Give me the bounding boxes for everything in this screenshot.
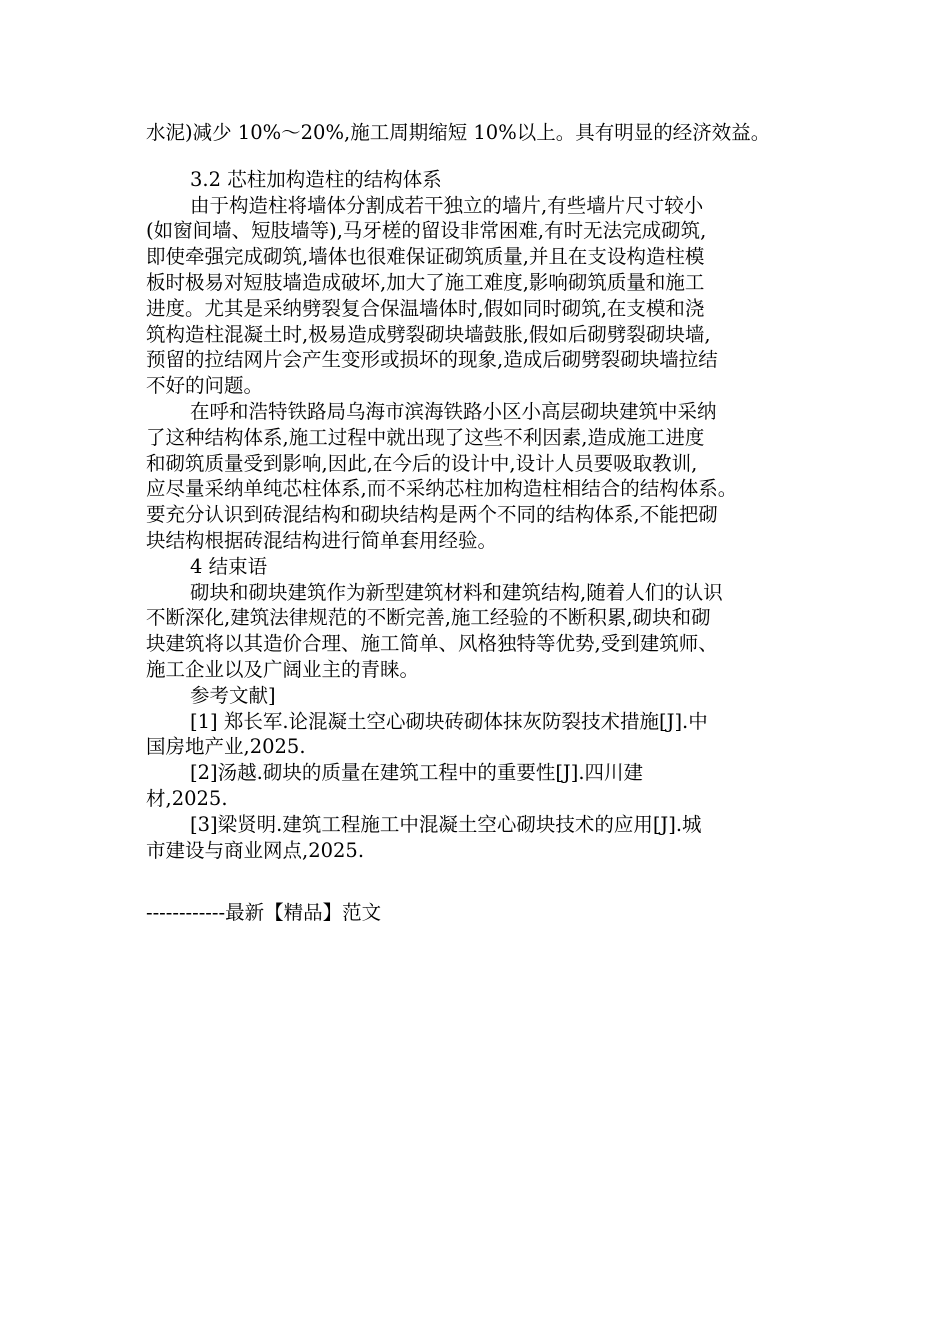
text-line-16: 块结构根据砖混结构进行简单套用经验。: [146, 528, 498, 552]
text-line-20: 块建筑将以其造价合理、施工简单、风格独特等优势,受到建筑师、: [146, 632, 718, 656]
section-heading-4: 4 结束语: [190, 554, 268, 578]
reference-3-line-1: [3]梁贤明.建筑工程施工中混凝土空心砌块技术的应用[J].城: [190, 812, 702, 836]
text-line-4: (如窗间墙、短肢墙等),马牙槎的留设非常困难,有时无法完成砌筑,: [146, 219, 707, 243]
text-line-8: 筑构造柱混凝土时,极易造成劈裂砌块墙鼓胀,假如后砌劈裂砌块墙,: [146, 322, 711, 346]
text-line-19: 不断深化,建筑法律规范的不断完善,施工经验的不断积累,砌块和砌: [146, 606, 711, 630]
text-line-11: 在呼和浩特铁路局乌海市滨海铁路小区小高层砌块建筑中采纳: [190, 399, 717, 423]
references-heading: 参考文献]: [190, 683, 276, 707]
text-line-9: 预留的拉结网片会产生变形或损坏的现象,造成后砌劈裂砌块墙拉结: [146, 348, 718, 372]
reference-3-line-2: 市建设与商业网点,2025.: [146, 838, 365, 862]
footer-tagline: ------------最新【精品】范文: [146, 901, 382, 924]
text-line-12: 了这种结构体系,施工过程中就出现了这些不利因素,造成施工进度: [146, 425, 705, 449]
text-line-10: 不好的问题。: [146, 374, 264, 398]
text-line-21: 施工企业以及广阔业主的青睐。: [146, 657, 420, 681]
text-line-1: 水泥)减少 10%～20%,施工周期缩短 10%以上。具有明显的经济效益。: [146, 121, 771, 144]
text-line-3: 由于构造柱将墙体分割成若干独立的墙片,有些墙片尺寸较小: [190, 193, 704, 217]
text-line-6: 板时极易对短肢墙造成破坏,加大了施工难度,影响砌筑质量和施工: [146, 270, 705, 294]
text-line-15: 要充分认识到砖混结构和砌块结构是两个不同的结构体系,不能把砌: [146, 503, 718, 527]
text-line-14: 应尽量采纳单纯芯柱体系,而不采纳芯柱加构造柱相结合的结构体系。: [146, 477, 738, 501]
section-heading-3-2: 3.2 芯柱加构造柱的结构体系: [190, 167, 442, 191]
reference-2-line-1: [2]汤越.砌块的质量在建筑工程中的重要性[J].四川建: [190, 761, 644, 785]
reference-2-line-2: 材,2025.: [146, 786, 228, 810]
text-line-18: 砌块和砌块建筑作为新型建筑材料和建筑结构,随着人们的认识: [190, 580, 723, 604]
text-line-5: 即使牵强完成砌筑,墙体也很难保证砌筑质量,并且在支设构造柱模: [146, 245, 705, 269]
document-body: [146, 120, 826, 863]
reference-1-line-1: [1] 郑长军.论混凝土空心砌块砖砌体抹灰防裂技术措施[J].中: [190, 709, 708, 733]
reference-1-line-2: 国房地产业,2025.: [146, 735, 306, 759]
text-line-13: 和砌筑质量受到影响,因此,在今后的设计中,设计人员要吸取教训,: [146, 451, 698, 475]
text-line-7: 进度。尤其是采纳劈裂复合保温墙体时,假如同时砌筑,在支模和浇: [146, 296, 705, 320]
